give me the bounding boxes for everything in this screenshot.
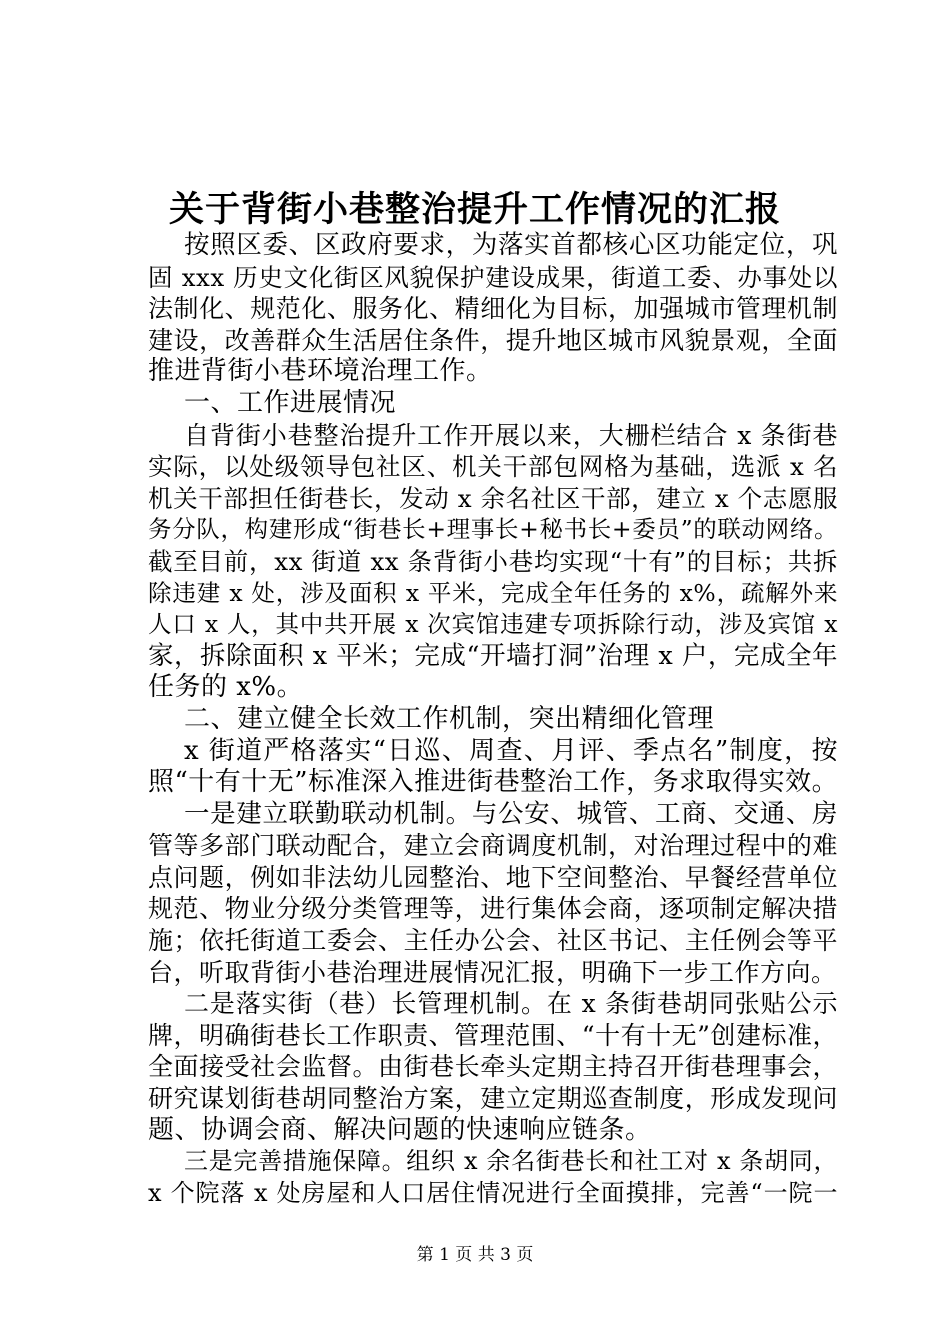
paragraph-line: 施；依托街道工委会、主任办公会、社区书记、主任例会等平: [148, 926, 838, 956]
paragraph-line: 二是落实街（巷）长管理机制。在 x 条街巷胡同张贴公示: [184, 989, 838, 1019]
paragraph-line: 机关干部担任街巷长，发动 x 余名社区干部，建立 x 个志愿服: [148, 483, 838, 513]
paragraph-line: 法制化、规范化、服务化、精细化为目标，加强城市管理机制: [148, 294, 838, 324]
paragraph-line: 题、协调会商、解决问题的快速响应链条。: [148, 1114, 652, 1145]
paragraph-line: 规范、物业分级分类管理等，进行集体会商，逐项制定解决措: [148, 894, 838, 924]
paragraph-line: 全面接受社会监督。由街巷长牵头定期主持召开街巷理事会，: [148, 1052, 838, 1082]
paragraph-line: 固 xxx 历史文化街区风貌保护建设成果，街道工委、办事处以: [148, 262, 838, 292]
paragraph-line: 截至目前，xx 街道 xx 条背街小巷均实现“十有”的目标；共拆: [148, 546, 838, 576]
paragraph-line: 务分队，构建形成“街巷长+理事长+秘书长+委员”的联动网络。: [148, 515, 838, 544]
paragraph-line: 家，拆除面积 x 平米；完成“开墙打洞”治理 x 户，完成全年: [148, 640, 838, 671]
paragraph-line: 人口 x 人，其中共开展 x 次宾馆违建专项拆除行动，涉及宾馆 x: [148, 610, 838, 639]
paragraph-line: 研究谋划街巷胡同整治方案，建立定期巡查制度，形成发现问: [148, 1084, 838, 1114]
paragraph-line: 一是建立联勤联动机制。与公安、城管、工商、交通、房: [184, 798, 838, 829]
paragraph-line: 推进背街小巷环境治理工作。: [148, 356, 493, 387]
paragraph-line: 牌，明确街巷长工作职责、管理范围、“十有十无”创建标准，: [148, 1020, 838, 1050]
paragraph-line: 点问题，例如非法幼儿园整治、地下空间整治、早餐经营单位: [148, 862, 838, 892]
document-title: 关于背街小巷整治提升工作情况的汇报: [168, 189, 781, 230]
document-body: [148, 230, 838, 1209]
paragraph-line: 照“十有十无”标准深入推进街巷整治工作，务求取得实效。: [148, 767, 839, 798]
paragraph-line: 实际，以处级领导包社区、机关干部包网格为基础，选派 x 名: [148, 452, 838, 482]
paragraph-line: 建设，改善群众生活居住条件，提升地区城市风貌景观，全面: [148, 325, 838, 355]
paragraph-line: 管等多部门联动配合，建立会商调度机制，对治理过程中的难: [148, 831, 838, 861]
paragraph-line: 台，听取背街小巷治理进展情况汇报，明确下一步工作方向。: [148, 957, 837, 987]
paragraph-line: 任务的 x%。: [148, 672, 304, 703]
paragraph-line: 三是完善措施保障。组织 x 余名街巷长和社工对 x 条胡同，: [184, 1147, 838, 1176]
paragraph-line: x 街道严格落实“日巡、周查、月评、季点名”制度，按: [184, 735, 838, 766]
paragraph-line: 除违建 x 处，涉及面积 x 平米，完成全年任务的 x%，疏解外来: [148, 578, 838, 607]
page-number: 第 1 页 共 3 页: [416, 1245, 534, 1265]
paragraph-line: 自背街小巷整治提升工作开展以来，大栅栏结合 x 条街巷: [184, 420, 838, 450]
paragraph-line: x 个院落 x 处房屋和人口居住情况进行全面摸排，完善“一院一: [148, 1178, 838, 1207]
paragraph-line: 按照区委、区政府要求，为落实首都核心区功能定位，巩: [184, 230, 838, 260]
section-heading: 二、建立健全长效工作机制，突出精细化管理: [184, 703, 715, 734]
section-heading: 一、工作进展情况: [184, 387, 397, 418]
